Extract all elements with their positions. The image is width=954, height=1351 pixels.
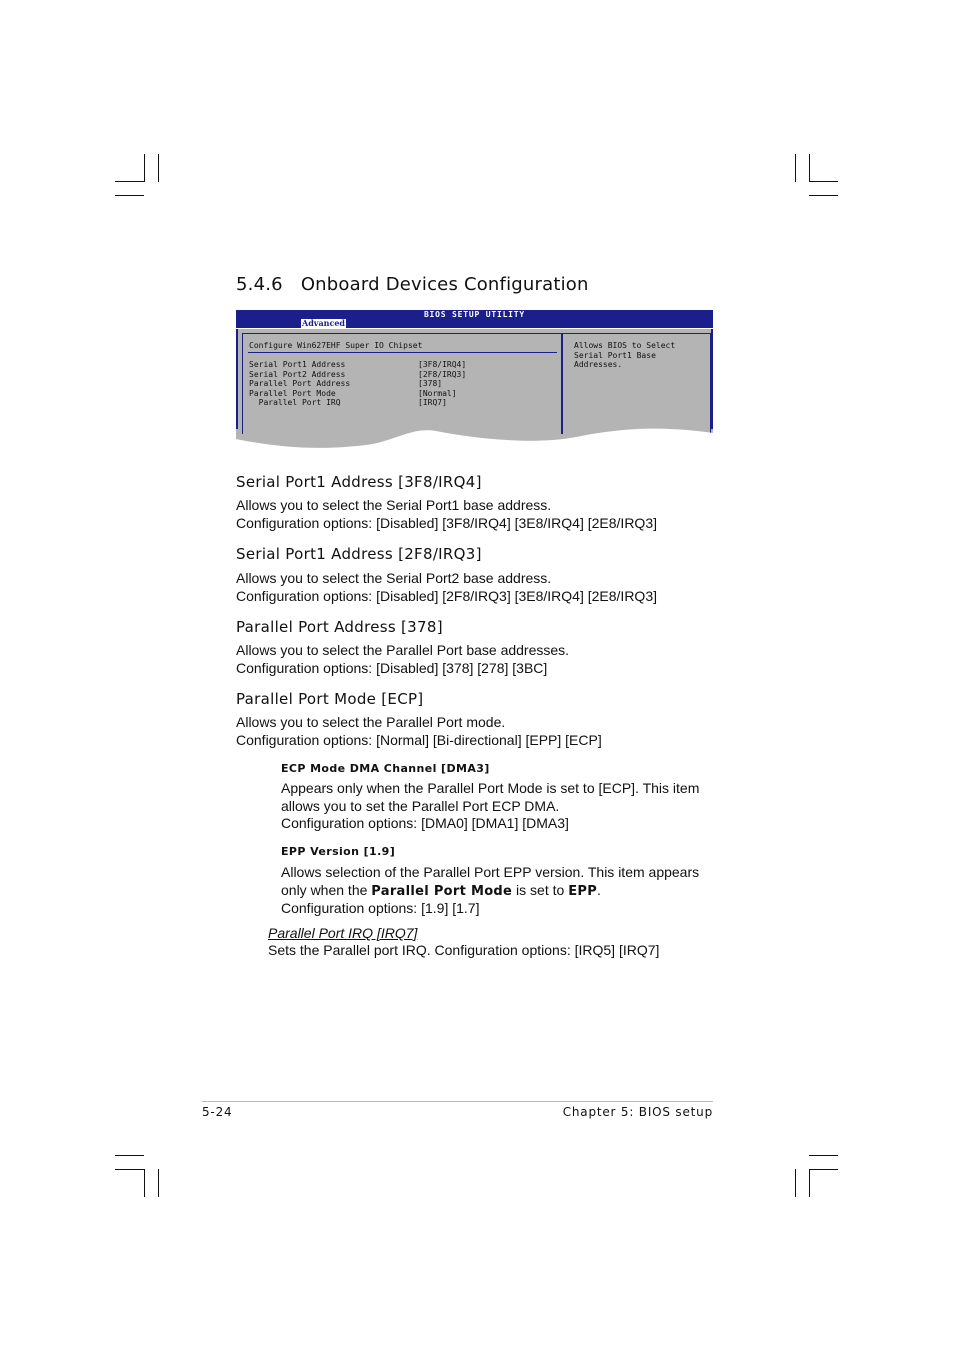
item-heading-parallel-mode: Parallel Port Mode [ECP] <box>236 690 424 708</box>
footer-divider <box>202 1101 713 1102</box>
item-body-serial-port1 <box>236 497 657 532</box>
bios-title-bar <box>236 310 713 328</box>
bios-setting-value: [Normal] <box>418 388 457 398</box>
crop-mark <box>158 154 159 182</box>
bios-setting-label: Serial Port1 Address <box>249 360 346 369</box>
item-description: Allows you to select the Serial Port1 base address. <box>236 497 552 513</box>
item-body-parallel-address <box>236 642 569 677</box>
crop-mark <box>144 154 145 182</box>
bios-setting-row[interactable] <box>249 398 466 408</box>
item-options: Configuration options: [Disabled] [2F8/IRQ3] [3E8/IRQ4] [2E8/IRQ3] <box>236 587 657 604</box>
subitem-heading-epp: EPP Version [1.9] <box>281 845 396 858</box>
subitem-description <box>281 882 699 901</box>
text-run: is set to <box>512 881 569 898</box>
item-body-parallel-mode <box>236 714 602 749</box>
bios-setting-row[interactable] <box>249 389 466 399</box>
bios-setting-label: Serial Port2 Address <box>249 369 346 379</box>
bios-screenshot <box>236 310 713 450</box>
crop-mark <box>809 1169 838 1170</box>
item-options: Configuration options: [Normal] [Bi-directional] [EPP] [ECP] <box>236 731 602 748</box>
crop-mark <box>795 154 796 182</box>
item-body-serial-port2 <box>236 570 657 605</box>
bios-panel-heading: Configure Win627EHF Super IO Chipset <box>249 341 423 350</box>
section-title-text: Onboard Devices Configuration <box>300 274 589 295</box>
bios-setting-value: [3F8/IRQ4] <box>418 360 467 369</box>
subitem-heading-ecp: ECP Mode DMA Channel [DMA3] <box>281 762 490 775</box>
bold-term: EPP <box>568 883 598 899</box>
subitem-options: Configuration options: [DMA0] [DMA1] [DMA3] <box>281 815 569 831</box>
crop-mark <box>809 195 838 196</box>
crop-mark <box>809 154 810 182</box>
text-run: only when the <box>281 881 372 898</box>
torn-edge <box>236 425 713 451</box>
item-description: Allows you to select the Parallel Port mode. <box>236 714 506 730</box>
bios-setting-row[interactable] <box>249 379 466 389</box>
item-description: Allows you to select the Serial Port2 base address. <box>236 570 552 586</box>
item-heading-serial-port1: Serial Port1 Address [3F8/IRQ4] <box>236 473 482 491</box>
bios-help-text: Allows BIOS to Select Serial Port1 Base Addresses. <box>574 341 676 369</box>
crop-mark <box>115 195 144 196</box>
bios-setting-value: [IRQ7] <box>418 398 447 407</box>
section-title <box>236 274 589 295</box>
crop-mark <box>809 1169 810 1197</box>
bios-help-panel <box>562 333 711 434</box>
subitem-body-ecp <box>281 780 699 833</box>
subitem-options: Configuration options: [1.9] [1.7] <box>281 900 480 916</box>
crop-mark <box>158 1169 159 1197</box>
crop-mark <box>809 1155 838 1156</box>
crop-mark <box>115 1169 144 1170</box>
section-number: 5.4.6 <box>236 274 283 295</box>
bios-setting-value: [378] <box>418 379 443 388</box>
crop-mark <box>115 181 144 182</box>
text-run: . <box>597 881 601 898</box>
item-heading-serial-port2: Serial Port1 Address [2F8/IRQ3] <box>236 545 482 563</box>
crop-mark <box>809 181 838 182</box>
bios-settings-list <box>249 360 466 408</box>
bios-setting-label: Parallel Port IRQ <box>249 398 341 407</box>
crop-mark <box>795 1169 796 1197</box>
subitem-description: Appears only when the Parallel Port Mode is set to [ECP]. This item <box>281 780 700 796</box>
bios-setting-value: [2F8/IRQ3] <box>418 369 467 379</box>
crop-mark <box>115 1155 144 1156</box>
subitem-description: Allows selection of the Parallel Port EPP version. This item appears <box>281 864 700 880</box>
subitem-body-epp <box>281 864 699 918</box>
bios-main-area <box>236 329 713 450</box>
bold-term: Parallel Port Mode <box>371 883 513 899</box>
bios-setting-row[interactable] <box>249 370 466 380</box>
bios-tab-advanced[interactable]: Advanced <box>302 318 346 328</box>
page-number: 5-24 <box>202 1105 233 1119</box>
chapter-label: Chapter 5: BIOS setup <box>562 1105 713 1119</box>
item-heading-parallel-address: Parallel Port Address [378] <box>236 618 443 636</box>
bios-settings-panel <box>242 333 562 434</box>
bios-divider <box>248 352 557 353</box>
item-options: Configuration options: [Disabled] [378] [278] [3BC] <box>236 659 548 676</box>
subitem-description: allows you to set the Parallel Port ECP DMA. <box>281 797 560 814</box>
item-description: Allows you to select the Parallel Port base addresses. <box>236 642 570 658</box>
bios-setting-label: Parallel Port Address <box>249 379 351 388</box>
item-body-parallel-irq: Sets the Parallel port IRQ. Configuration options: [IRQ5] [IRQ7] <box>268 942 660 958</box>
bios-setting-row[interactable] <box>249 360 466 370</box>
bios-title: BIOS SETUP UTILITY <box>423 310 526 319</box>
crop-mark <box>144 1169 145 1197</box>
item-options: Configuration options: [Disabled] [3F8/IRQ4] [3E8/IRQ4] [2E8/IRQ3] <box>236 514 657 531</box>
bios-setting-label: Parallel Port Mode <box>249 388 336 398</box>
item-heading-parallel-irq: Parallel Port IRQ [IRQ7] <box>268 925 418 941</box>
